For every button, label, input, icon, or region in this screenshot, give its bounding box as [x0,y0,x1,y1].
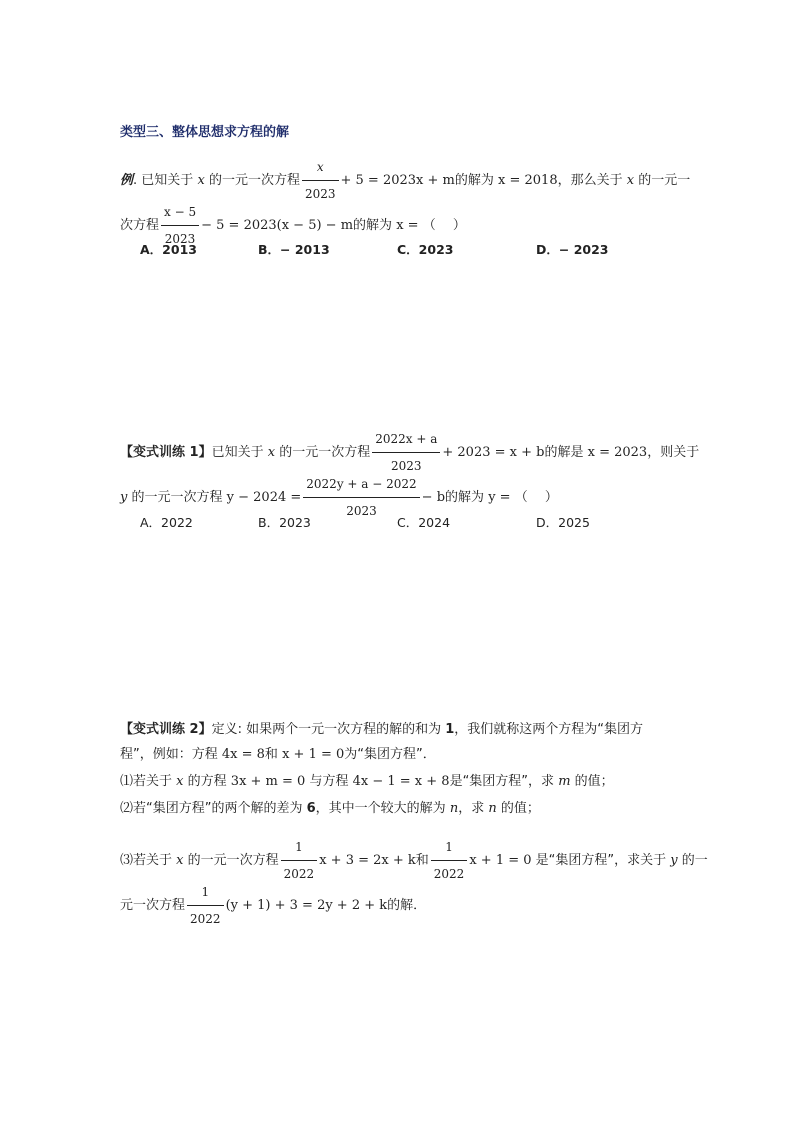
variant2-text: 是“集团方程”，求 [449,774,555,789]
section-title: 类型三、整体思想求方程的解 [120,125,290,140]
variant2-text: ，其中一个较大的解为 [315,801,446,816]
variant2-number: 6 [306,801,316,816]
variant1-text: 的解是 [544,445,584,460]
variant2-q1 [120,770,614,794]
fraction-numerator: 1 [295,840,303,854]
variant1-text: 已知关于 [211,445,264,460]
variant1-label: 【变式训练 1】 [120,445,212,460]
equation: + 2023 = x + b [442,445,545,460]
math-var: n [488,801,497,816]
equation: 4x = 8 [221,747,265,762]
variant2-q3-line-1 [120,835,708,881]
example-text: 次方程 [120,218,160,233]
variant2-text: 元一次方程 [120,898,186,913]
variant2-text: 的方程 [187,774,227,789]
equation: 4x − 1 = x + 8 [352,774,450,789]
fraction [372,427,440,478]
variant2-text: 是“集团方程”，求关于 [535,853,667,868]
variant2-text: 和 [415,853,429,868]
example-line-2 [120,200,466,246]
equation: x + 1 = 0 [282,747,345,762]
variant2-text: 程”，例如：方程 [120,747,218,762]
math-var: x [176,853,184,868]
fraction-denominator: 2023 [302,180,339,206]
math-var: x [197,173,205,188]
equation: x + 3 = 2x + k [319,853,416,868]
variant2-text: 的值； [500,801,540,816]
fraction-denominator: 2023 [161,225,199,251]
math-var: y [670,853,678,868]
fraction-denominator: 2022 [431,860,468,886]
variant2-text: 与方程 [309,774,349,789]
equation: − 5 = 2023(x − 5) − m [201,218,354,233]
example-prefix: 例 [120,173,134,188]
option-c[interactable]: C．2024 [397,515,451,530]
math-var: x [176,774,184,789]
fraction [302,155,339,206]
equation: x = 2023 [587,445,648,460]
option-a[interactable]: A．2013 [140,242,197,257]
variant1-text: 的解为 [445,490,485,505]
option-c[interactable]: C．2023 [397,242,454,257]
variant2-q2 [120,797,540,821]
variant2-text: 和 [264,747,278,762]
variant2-text: ，我们就称这两个方程为“集团方 [454,722,644,737]
answer-blank: y = （ ） [488,490,558,505]
fraction-numerator: x − 5 [164,205,197,219]
example-line-1 [120,155,691,201]
variant2-q3-line-2 [120,880,427,926]
fraction-denominator: 2022 [187,905,224,931]
equation: y − 2024 = [226,490,302,505]
variant1-text: 的一元一次方程 [131,490,223,505]
variant2-text: 的一元一次方程 [187,853,279,868]
equation: 3x + m = 0 [230,774,306,789]
variant2-text: ，求 [458,801,485,816]
example-text: ，那么关于 [557,173,623,188]
equation: (y + 1) + 3 = 2y + 2 + k [225,898,388,913]
fraction-numerator: 1 [201,885,210,899]
variant2-text: 的解． [387,898,427,913]
example-text: 已知关于 [141,173,194,188]
variant2-text: ⑵若“集团方程”的两个解的差为 [120,801,303,816]
variant2-text: 定义: 如果两个一元一次方程的解的和为 [211,722,442,737]
fraction-numerator: 2022y + a − 2022 [306,477,417,491]
fraction [281,835,318,886]
fraction-numerator: x [316,160,324,174]
fraction-numerator: 1 [445,840,453,854]
math-var: n [449,801,459,816]
fraction-denominator: 2023 [303,497,419,523]
math-var: m [558,774,571,789]
fraction [431,835,468,886]
option-d[interactable]: D．− 2023 [536,242,609,257]
variant2-text: 的值； [574,774,614,789]
equation: x = 2018 [498,173,558,188]
variant2-text: 为“集团方程”． [344,747,436,762]
example-text: 的解为 [353,218,393,233]
variant2-text: ⑴若关于 [120,774,173,789]
option-b[interactable]: B．− 2013 [258,242,330,257]
equation: − b [421,490,446,505]
math-var: x [626,173,635,188]
fraction-denominator: 2023 [372,452,440,478]
variant2-number: 1 [445,722,455,737]
example-text: 的一元一次方程 [208,173,300,188]
variant2-text: 的一 [681,853,708,868]
variant1-text: 的一元一次方程 [279,445,371,460]
fraction-denominator: 2022 [281,860,318,886]
variant2-def-line-2 [120,743,436,767]
equation: + 5 = 2023x + m [340,173,455,188]
variant1-line-2 [120,472,558,518]
option-b[interactable]: B．2023 [258,515,311,530]
option-d[interactable]: D．2025 [536,515,590,530]
variant2-label: 【变式训练 2】 [120,722,212,737]
math-var: y [120,490,128,505]
equation: x + 1 = 0 [469,853,532,868]
variant1-text: ，则关于 [647,445,700,460]
example-text: 的一元一 [638,173,691,188]
answer-blank: x = （ ） [396,218,466,233]
example-dot: . [133,173,138,188]
variant2-text: ⑶若关于 [120,853,173,868]
variant2-def-line-1 [120,718,643,742]
option-a[interactable]: A．2022 [140,515,193,530]
math-var: x [267,445,276,460]
variant1-line-1 [120,427,700,473]
example-text: 的解为 [454,173,494,188]
fraction [187,880,224,931]
fraction-numerator: 2022x + a [375,432,438,446]
